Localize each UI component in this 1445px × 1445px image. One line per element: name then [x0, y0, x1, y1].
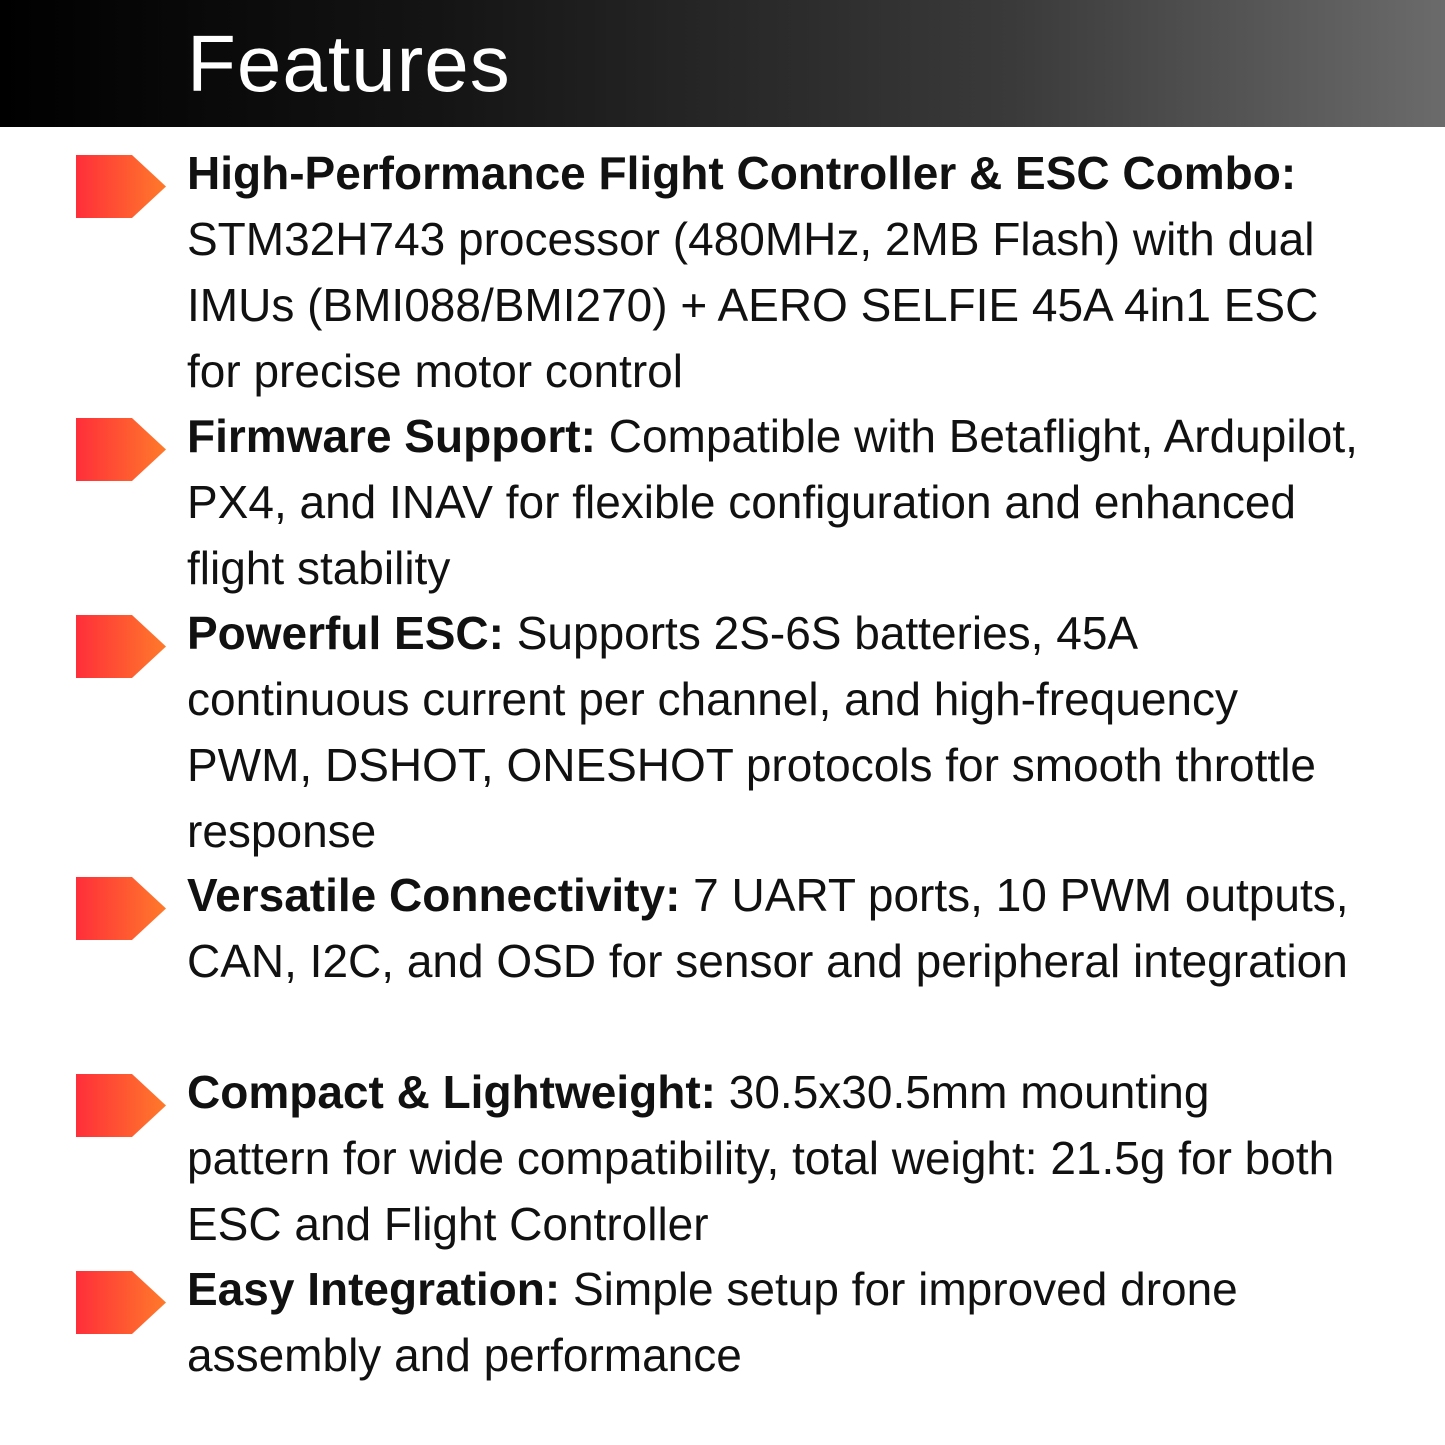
feature-title: High-Performance Flight Controller & ESC Combo:	[187, 147, 1297, 199]
arrow-bullet-icon	[76, 1271, 166, 1334]
feature-title: Versatile Connectivity:	[187, 869, 681, 921]
arrow-bullet-icon	[76, 1074, 166, 1137]
arrow-bullet-icon	[76, 155, 166, 218]
feature-text	[187, 1256, 1362, 1388]
feature-title: Compact & Lightweight:	[187, 1066, 716, 1118]
feature-text	[187, 862, 1362, 994]
feature-title: Easy Integration:	[187, 1263, 561, 1315]
feature-description: 7 UART ports, 10 PWM outputs, CAN, I2C, and OSD for sensor and peripheral integration	[187, 869, 1349, 987]
feature-description: Simple setup for improved drone assembly and performance	[187, 1263, 1238, 1381]
arrow-bullet-icon	[76, 877, 166, 940]
feature-title: Firmware Support:	[187, 410, 596, 462]
feature-title: Powerful ESC:	[187, 607, 504, 659]
arrow-bullet-icon	[76, 615, 166, 678]
feature-description: STM32H743 processor (480MHz, 2MB Flash) with dual IMUs (BMI088/BMI270) + AERO SELFIE 45A 4in1 ESC for precise motor control	[187, 213, 1319, 397]
arrow-bullet-icon	[76, 418, 166, 481]
features-header	[0, 0, 1445, 127]
feature-text	[187, 403, 1362, 601]
feature-text	[187, 600, 1362, 864]
feature-text	[187, 140, 1362, 404]
feature-description: Compatible with Betaflight, Ardupilot, PX4, and INAV for flexible configuration and enhanced flight stability	[187, 410, 1358, 594]
page-title: Features	[187, 19, 511, 108]
feature-description: Supports 2S-6S batteries, 45A continuous current per channel, and high-frequency PWM, DSHOT, ONESHOT protocols for smooth throttle response	[187, 607, 1316, 857]
feature-text	[187, 1059, 1362, 1257]
feature-description: 30.5x30.5mm mounting pattern for wide compatibility, total weight: 21.5g for both ESC and Flight Controller	[187, 1066, 1335, 1250]
